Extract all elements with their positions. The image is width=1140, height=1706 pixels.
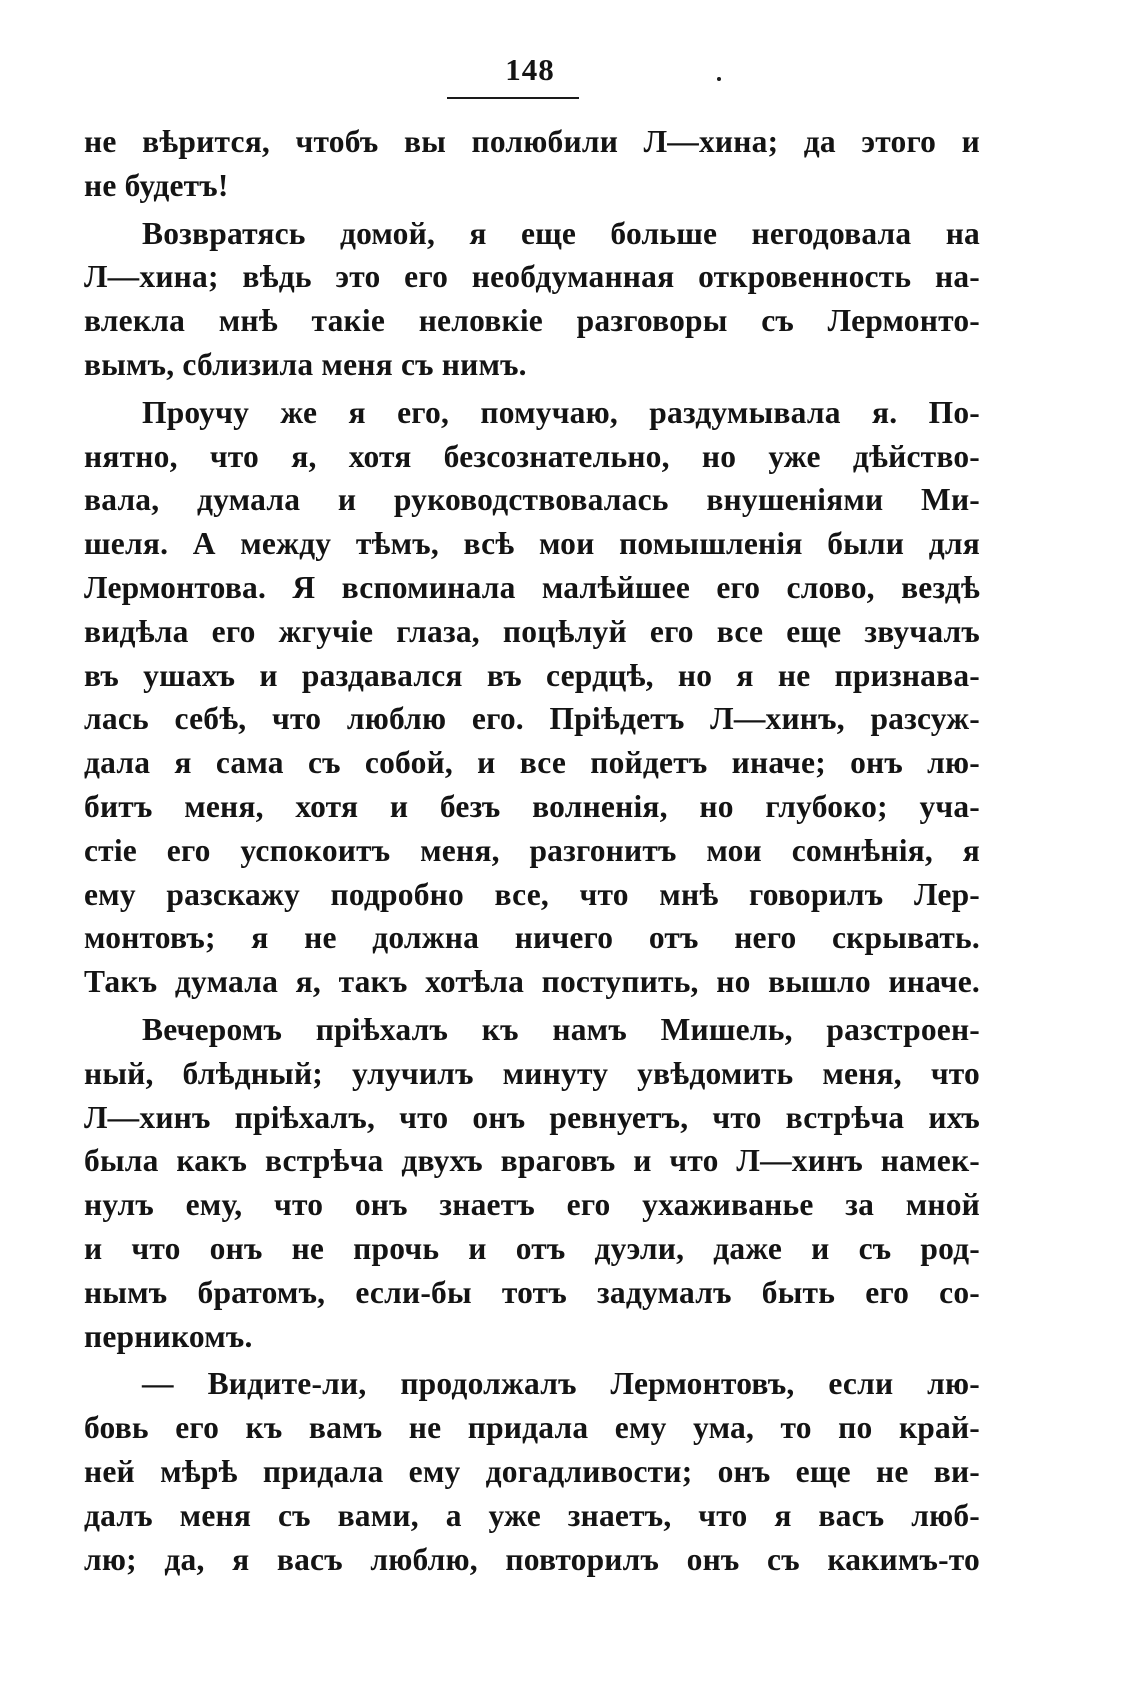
text-line: была какъ встрѣча двухъ враговъ и что Л—хинъ намек- [84, 1143, 980, 1179]
text-line: Л—хинъ пріѣхалъ, что онъ ревнуетъ, что встрѣча ихъ [84, 1099, 980, 1135]
text-line: влекла мнѣ такіе неловкіе разговоры съ Лермонто- [84, 303, 980, 339]
text-line: — Видите-ли, продолжалъ Лермонтовъ, если лю- [142, 1366, 980, 1402]
header-dot [717, 77, 721, 81]
paragraph [84, 212, 980, 387]
text-line: нятно, что я, хотя безсознательно, но уже дѣйство- [84, 438, 980, 474]
text-line: нымъ братомъ, если-бы тотъ задумалъ быть его со- [84, 1274, 980, 1310]
text-line: Л—хина; вѣдь это его необдуманная откровенность на- [84, 259, 980, 295]
text-line: шеля. А между тѣмъ, всѣ мои помышленія были для [84, 526, 980, 562]
text-line: видѣла его жгучіе глаза, поцѣлуй его все еще звучалъ [84, 613, 980, 649]
text-line: стіе его успокоитъ меня, разгонитъ мои сомнѣнія, я [84, 832, 980, 868]
paragraph [84, 1362, 980, 1581]
text-body [84, 120, 980, 1581]
text-line: монтовъ; я не должна ничего отъ него скрывать. [84, 920, 980, 956]
text-line: и что онъ не прочь и отъ дуэли, даже и съ род- [84, 1230, 980, 1266]
text-line: нулъ ему, что онъ знаетъ его ухаживанье за мной [84, 1187, 980, 1223]
paragraph [84, 391, 980, 1004]
text-line: Возвратясь домой, я еще больше негодовала на [142, 215, 980, 251]
text-line: вымъ, сблизила меня съ нимъ. [84, 346, 527, 382]
text-line: Такъ думала я, такъ хотѣла поступить, но вышло иначе. [84, 964, 980, 1000]
text-line: битъ меня, хотя и безъ волненія, но глубоко; уча- [84, 788, 980, 824]
paragraph [84, 1008, 980, 1358]
page-header [0, 50, 1140, 110]
page-number: 148 [505, 52, 555, 87]
text-line: ный, блѣдный; улучилъ минуту увѣдомить меня, что [84, 1055, 980, 1091]
text-line: лась себѣ, что люблю его. Пріѣдетъ Л—хинъ, разсуж- [84, 701, 980, 737]
text-line: не вѣрится, чтобъ вы полюбили Л—хина; да этого и [84, 124, 980, 159]
text-line: Лермонтова. Я вспоминала малѣйшее его слово, вездѣ [84, 569, 980, 605]
text-line: дала я сама съ собой, и все пойдетъ иначе; онъ лю- [84, 745, 980, 781]
paragraph [84, 120, 980, 208]
text-line: бовь его къ вамъ не придала ему ума, то по край- [84, 1410, 980, 1446]
text-line: Вечеромъ пріѣхалъ къ намъ Мишель, разстроен- [142, 1011, 980, 1047]
text-line: Проучу же я его, помучаю, раздумывала я. По- [142, 394, 980, 430]
text-line: въ ушахъ и раздавался въ сердцѣ, но я не признава- [84, 657, 980, 693]
text-line: вала, думала и руководствовалась внушеніями Ми- [84, 482, 980, 518]
header-rule [447, 97, 579, 99]
text-line: далъ меня съ вами, а уже знаетъ, что я васъ люб- [84, 1497, 980, 1533]
text-line: не будетъ! [84, 167, 229, 203]
text-line: перникомъ. [84, 1318, 253, 1354]
text-line: лю; да, я васъ люблю, повторилъ онъ съ какимъ-то [84, 1541, 980, 1577]
text-line: ней мѣрѣ придала ему догадливости; онъ еще не ви- [84, 1453, 980, 1489]
text-line: ему разскажу подробно все, что мнѣ говорилъ Лер- [84, 876, 980, 912]
